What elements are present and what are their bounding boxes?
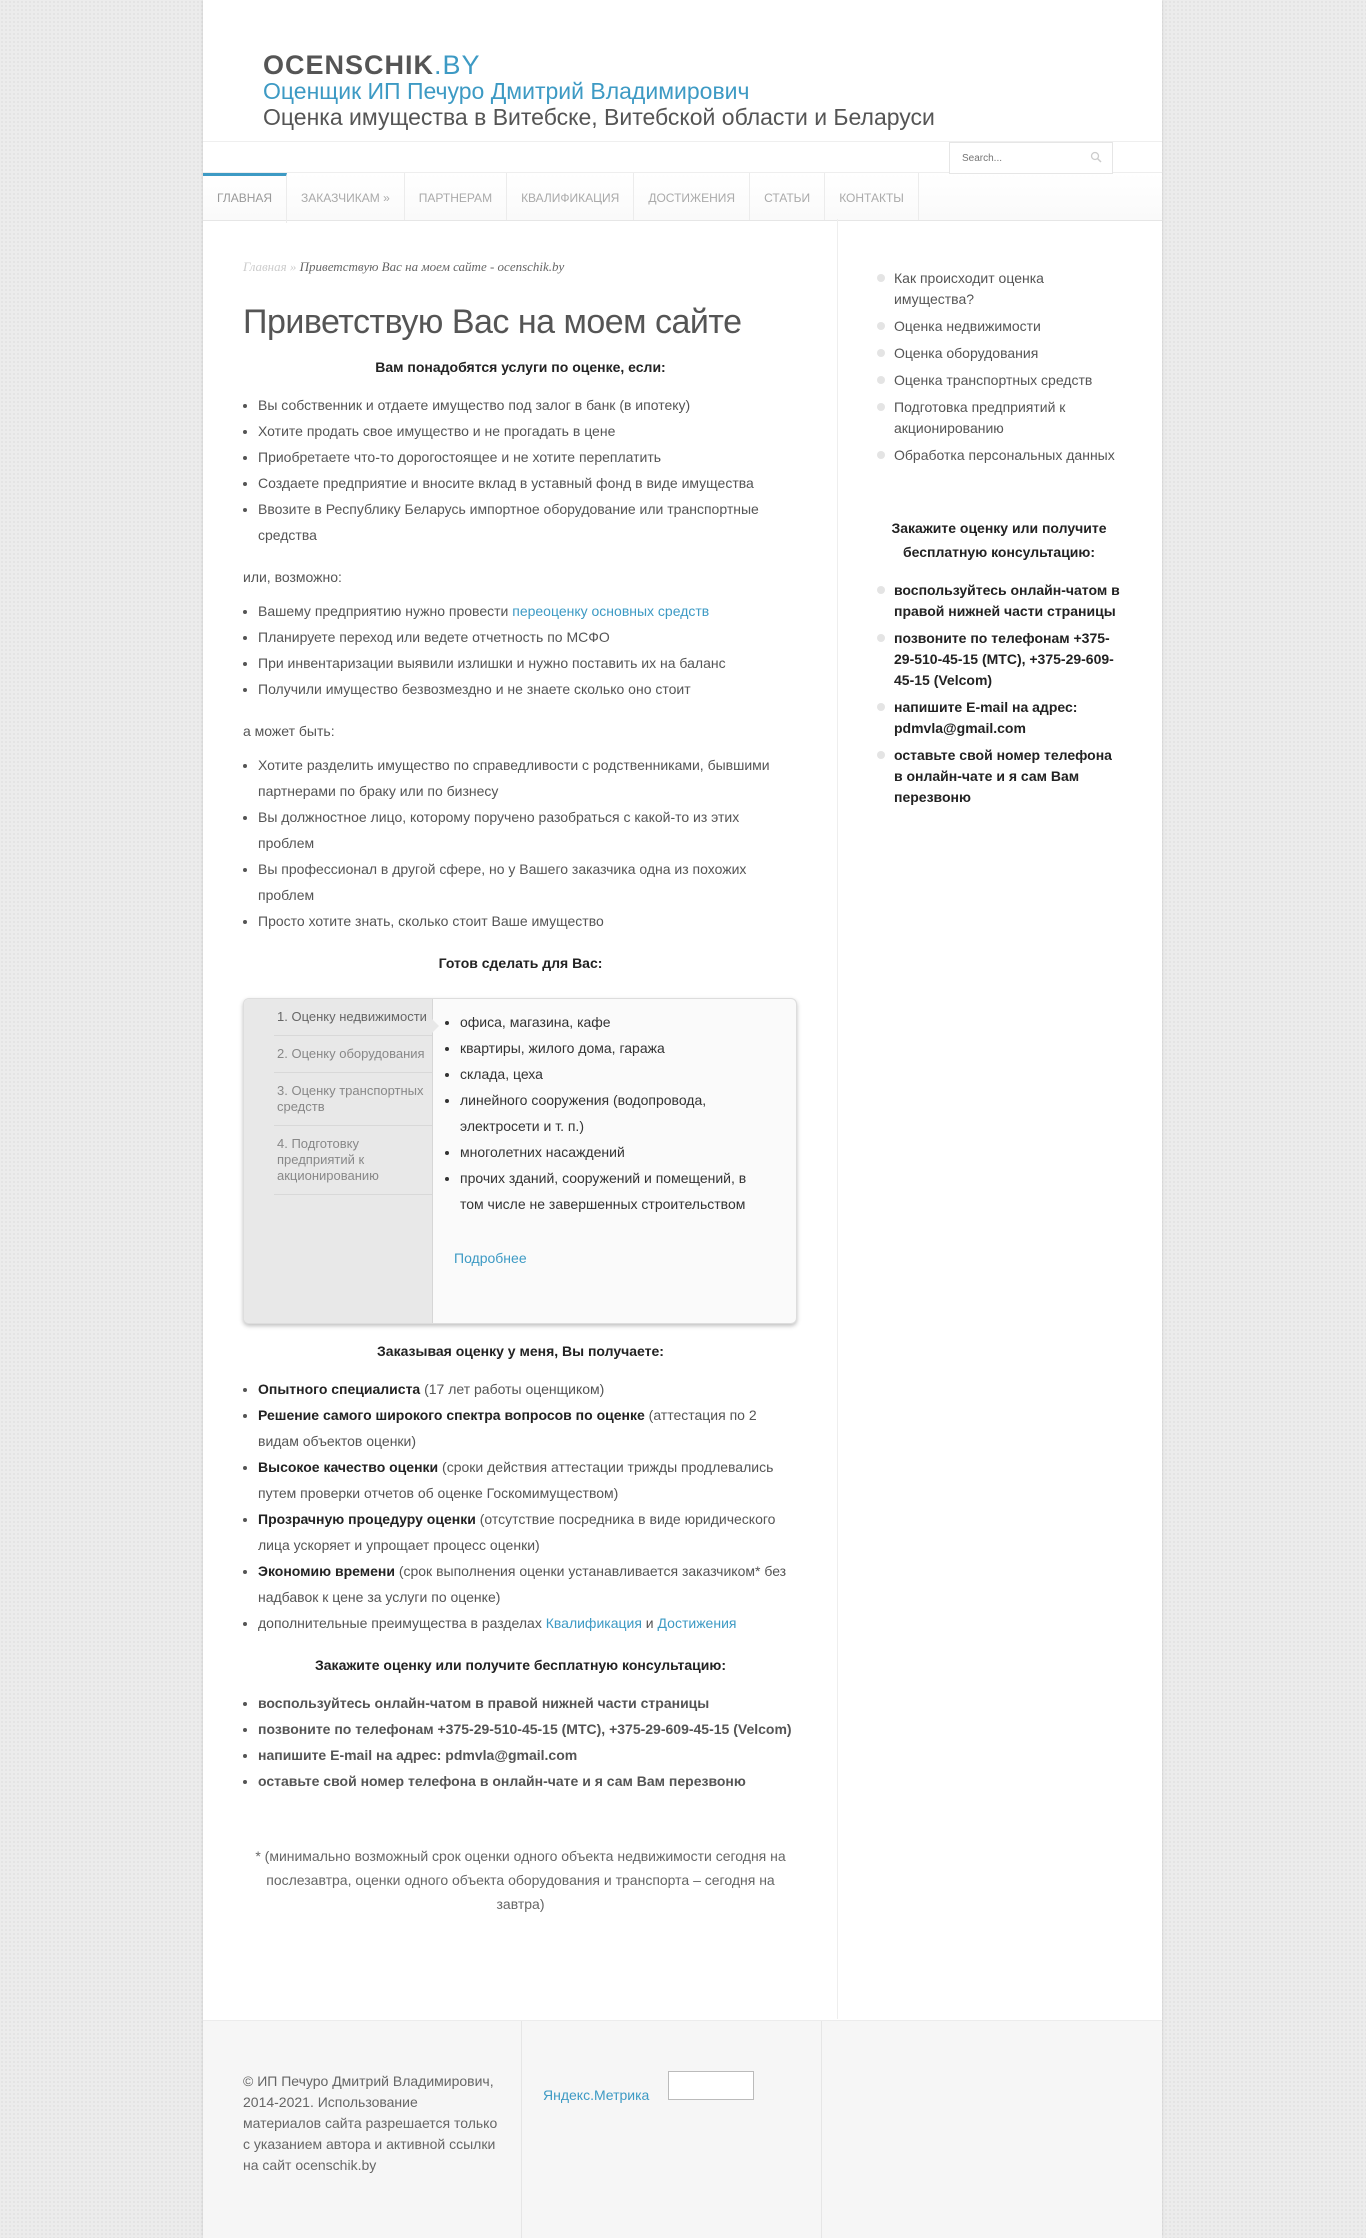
- page-title: Приветствую Вас на моем сайте: [243, 303, 742, 341]
- list-item: • Вы собственник и отдаете имущество под залог в банк (в ипотеку): [258, 392, 798, 418]
- tab-list-item: • квартиры, жилого дома, гаража: [460, 1035, 770, 1061]
- benefit-text: (аттестация по 2 видам объектов оценки): [258, 1407, 757, 1449]
- benefit-text: (17 лет работы оценщиком): [420, 1381, 605, 1397]
- revaluation-link[interactable]: переоценку основных средств: [512, 603, 710, 619]
- list-item: • Вы должностное лицо, которому поручено разобраться с какой-то из этих проблем: [258, 804, 798, 856]
- benefit-text: (отсутствие посредника в виде юридического лица ускоряет и упрощает процесс оценки): [258, 1511, 776, 1553]
- breadcrumb-home[interactable]: Главная: [243, 259, 287, 274]
- tabs-sidebar: [244, 999, 433, 1323]
- sidebar: [874, 268, 1124, 814]
- tab-list-item: • склада, цеха: [460, 1061, 770, 1087]
- needs-list: [243, 392, 798, 548]
- nav-item-1[interactable]: ЗАКАЗЧИКАМ »: [287, 173, 405, 220]
- sidebar-cta: Закажите оценку или получите бесплатную консультацию:: [891, 520, 1107, 560]
- active-tab-arrow: [432, 1019, 439, 1033]
- site-footer: [203, 2020, 1162, 2238]
- nav-item-3[interactable]: КВАЛИФИКАЦИЯ: [507, 173, 634, 220]
- list-item: • Планируете переход или ведете отчетность по МСФО: [258, 624, 798, 650]
- nav-item-4[interactable]: ДОСТИЖЕНИЯ: [634, 173, 750, 220]
- site-header: [203, 0, 1162, 142]
- benefit-item: [258, 1454, 798, 1506]
- tab-panel: [450, 1009, 770, 1217]
- yandex-metrika-link[interactable]: Яндекс.Метрика: [543, 2087, 650, 2103]
- benefit-text: (срок выполнения оценки устанавливается заказчиком* без надбавок к цене за услуги по оценке): [258, 1563, 787, 1605]
- benefit-item: [258, 1376, 798, 1402]
- main-content: [243, 254, 798, 1916]
- benefit-title: Опытного специалиста: [258, 1381, 421, 1397]
- counter-image[interactable]: [668, 2071, 754, 2100]
- order-item: • оставьте свой номер телефона в онлайн-чате и я сам Вам перезвоню: [258, 1768, 798, 1794]
- logo-ext: .BY: [434, 50, 481, 80]
- benefit-title: Экономию времени: [258, 1563, 395, 1579]
- benefit-item: [258, 1506, 798, 1558]
- breadcrumb-separator: »: [286, 259, 300, 274]
- benefits-heading: Заказывая оценку у меня, Вы получаете:: [377, 1343, 664, 1359]
- breadcrumb: [243, 254, 798, 280]
- footer-divider: [521, 2021, 522, 2238]
- main-nav: [203, 172, 1162, 221]
- or-possibly-text: или, возможно:: [243, 569, 342, 585]
- tab-2[interactable]: 2. Оценку оборудования: [274, 1036, 432, 1073]
- sidebar-link[interactable]: Подготовка предприятий к акционированию: [874, 397, 1124, 439]
- benefit-title: Высокое качество оценки: [258, 1459, 439, 1475]
- list-item: • Хотите продать свое имущество и не прогадать в цене: [258, 418, 798, 444]
- site-logo[interactable]: [263, 50, 481, 81]
- ready-heading: Готов сделать для Вас:: [438, 955, 603, 971]
- site-subtitle-description: Оценка имущества в Витебске, Витебской области и Беларуси: [263, 104, 935, 130]
- nav-item-6[interactable]: КОНТАКТЫ: [825, 173, 919, 220]
- nav-item-0[interactable]: ГЛАВНАЯ: [203, 173, 287, 223]
- benefits-list: [243, 1376, 798, 1636]
- nav-item-5[interactable]: СТАТЬИ: [750, 173, 825, 220]
- search-icon[interactable]: [1090, 151, 1102, 163]
- benefit-title: Решение самого широкого спектра вопросов по оценке: [258, 1407, 645, 1423]
- more-link[interactable]: Подробнее: [454, 1250, 527, 1266]
- breadcrumb-current: Приветствую Вас на моем сайте - ocenschik.by: [299, 259, 565, 274]
- sidebar-contacts: [874, 580, 1124, 808]
- list-item: • Приобретаете что-то дорогостоящее и не хотите переплатить: [258, 444, 798, 470]
- footer-divider: [821, 2021, 822, 2238]
- list-item: [258, 598, 798, 624]
- list-item: • При инвентаризации выявили излишки и нужно поставить их на баланс: [258, 650, 798, 676]
- list-item: • Хотите разделить имущество по справедливости с родственниками, бывшими партнерами по браку или по бизнесу: [258, 752, 798, 804]
- list-item: • Вы профессионал в другой сфере, но у Вашего заказчика одна из похожих проблем: [258, 856, 798, 908]
- sidebar-link[interactable]: Оценка недвижимости: [874, 316, 1124, 337]
- order-item: • воспользуйтесь онлайн-чатом в правой нижней части страницы: [258, 1690, 798, 1716]
- qualification-link[interactable]: Квалификация: [545, 1615, 642, 1631]
- column-divider: [837, 219, 838, 2019]
- search-box: [949, 142, 1113, 174]
- tab-list-item: • линейного сооружения (водопровода, электросети и т. п.): [460, 1087, 770, 1139]
- order-list: [243, 1690, 798, 1794]
- sidebar-contact-item: оставьте свой номер телефона в онлайн-чате и я сам Вам перезвоню: [874, 745, 1124, 808]
- list-item-text: Вашему предприятию нужно провести: [258, 603, 513, 619]
- list-item: • Ввозите в Республику Беларусь импортное оборудование или транспортные средства: [258, 496, 798, 548]
- maybe-text: а может быть:: [243, 723, 335, 739]
- sidebar-contact-item: воспользуйтесь онлайн-чатом в правой нижней части страницы: [874, 580, 1124, 622]
- sidebar-link[interactable]: Оценка оборудования: [874, 343, 1124, 364]
- order-item: • позвоните по телефонам +375-29-510-45-15 (МТС), +375-29-609-45-15 (Velcom): [258, 1716, 798, 1742]
- tab-3[interactable]: 3. Оценку транспортных средств: [274, 1073, 432, 1126]
- achievements-link[interactable]: Достижения: [657, 1615, 737, 1631]
- footnote: * (минимально возможный срок оценки одного объекта недвижимости сегодня на послезавтра, оценки одного объекта оборудования и транспорта – сегодня на завтра): [255, 1848, 786, 1912]
- list-item: • Получили имущество безвозмездно и не знаете сколько оно стоит: [258, 676, 798, 702]
- benefit-text: (сроки действия аттестации трижды продлевались путем проверки отчетов об оценке Госкомимуществом): [258, 1459, 774, 1501]
- tab-4[interactable]: 4. Подготовку предприятий к акционированию: [274, 1126, 432, 1195]
- benefit-title: Прозрачную процедуру оценки: [258, 1511, 476, 1527]
- sidebar-links: [874, 268, 1124, 466]
- order-heading: Закажите оценку или получите бесплатную консультацию:: [315, 1657, 726, 1673]
- needs-list-2: [243, 598, 798, 702]
- site-subtitle-name: Оценщик ИП Печуро Дмитрий Владимирович: [263, 78, 750, 104]
- sidebar-link[interactable]: Обработка персональных данных: [874, 445, 1124, 466]
- list-item: • Создаете предприятие и вносите вклад в уставный фонд в виде имущества: [258, 470, 798, 496]
- benefit-text: дополнительные преимущества в разделах: [258, 1615, 546, 1631]
- benefit-item: [258, 1558, 798, 1610]
- intro-heading: Вам понадобятся услуги по оценке, если:: [375, 359, 666, 375]
- services-tabs: [243, 998, 797, 1324]
- sidebar-link[interactable]: Оценка транспортных средств: [874, 370, 1124, 391]
- benefit-item: [258, 1402, 798, 1454]
- tab-1[interactable]: 1. Оценку недвижимости: [274, 999, 432, 1036]
- sidebar-link[interactable]: Как происходит оценка имущества?: [874, 268, 1124, 310]
- tab-list-item: • прочих зданий, сооружений и помещений, в том числе не завершенных строительством: [460, 1165, 770, 1217]
- nav-item-2[interactable]: ПАРТНЕРАМ: [405, 173, 507, 220]
- footer-copyright: © ИП Печуро Дмитрий Владимирович, 2014-2021. Использование материалов сайта разрешается только с указанием автора и активной ссылки на сайт ocenschik.by: [243, 2073, 498, 2173]
- needs-list-3: [243, 752, 798, 934]
- sidebar-contact-item: напишите E-mail на адрес: pdmvla@gmail.com: [874, 697, 1124, 739]
- sidebar-contact-item: позвоните по телефонам +375-29-510-45-15 (МТС), +375-29-609-45-15 (Velcom): [874, 628, 1124, 691]
- search-input[interactable]: [960, 143, 1084, 173]
- and-text: и: [641, 1615, 658, 1631]
- page: [203, 0, 1162, 2237]
- logo-main: OCENSCHIK: [263, 50, 435, 80]
- list-item: • Просто хотите знать, сколько стоит Ваше имущество: [258, 908, 798, 934]
- tab-list-item: • многолетних насаждений: [460, 1139, 770, 1165]
- benefit-item: [258, 1610, 798, 1636]
- order-item: • напишите E-mail на адрес: pdmvla@gmail.com: [258, 1742, 798, 1768]
- tab-list-item: • офиса, магазина, кафе: [460, 1009, 770, 1035]
